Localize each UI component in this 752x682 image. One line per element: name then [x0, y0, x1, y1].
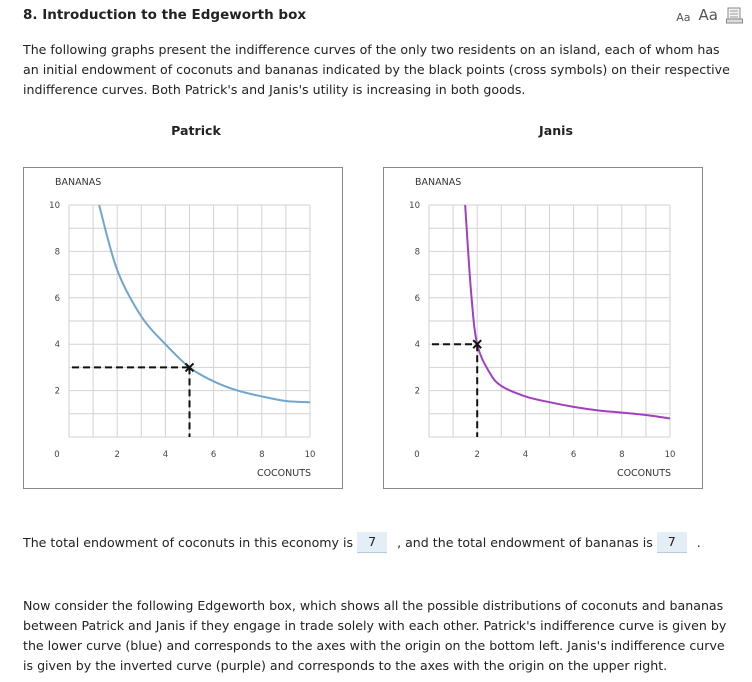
janis-y-tick-label: 6 — [414, 293, 420, 304]
total-bananas-answer-field[interactable]: 7 — [657, 532, 687, 553]
patrick-graph — [23, 167, 343, 489]
intro-paragraph: The following graphs present the indifference curves of the only two residents on an island, each of whom has an initial endowment of coconuts and bananas indicated by the black points (cross symbols) on their respective indifference curves. Both Patrick's and Janis's utility is increasing in both goods. — [23, 42, 730, 97]
patrick-indifference-curve — [99, 205, 310, 402]
increase-text-size-button[interactable]: Aa — [698, 6, 718, 24]
banana-question-text: , and the total endowment of bananas is — [397, 535, 653, 550]
patrick-x-tick-label: 4 — [162, 450, 169, 460]
patrick-x-tick-label: 8 — [259, 450, 265, 460]
janis-y-tick-label: 8 — [414, 247, 420, 258]
endowment-question — [23, 532, 743, 553]
coconut-question-text: The total endowment of coconuts in this economy is — [23, 535, 354, 550]
patrick-y-tick-label: 8 — [54, 247, 60, 258]
patrick-y-axis-label: BANANAS — [55, 177, 102, 188]
janis-graph-title: Janis — [539, 123, 573, 138]
patrick-y-tick-label: 4 — [54, 340, 60, 351]
janis-y-tick-label: 2 — [414, 386, 420, 397]
janis-x-axis-label: COCONUTS — [616, 468, 672, 479]
janis-x-tick-label: 10 — [664, 450, 676, 460]
text-size-tools — [676, 6, 743, 24]
janis-graph — [383, 167, 703, 489]
patrick-graph-title: Patrick — [171, 123, 221, 138]
janis-indifference-curve — [465, 205, 670, 418]
janis-x-tick-label: 6 — [570, 450, 577, 460]
question-title: 8. Introduction to the Edgeworth box — [23, 7, 307, 23]
edgeworth-description: Now consider the following Edgeworth box, which shows all the possible distributions of coconuts and bananas between Patrick and Janis if they engage in trade solely with each other. Patrick's indifference curve is given by the lower curve (blue) and corresponds to the axes with the origin on the bottom left. Janis's indifference curve is given by the inverted curve (purple) and corresponds to the axes with the origin on the upper right. — [23, 598, 727, 673]
question-end-period: . — [696, 535, 701, 550]
question-header — [23, 7, 743, 27]
patrick-y-tick-label: 6 — [54, 293, 60, 304]
patrick-x-tick-label: 6 — [210, 450, 217, 460]
patrick-x-tick-label: 2 — [114, 450, 120, 460]
patrick-x-tick-label: 0 — [54, 450, 60, 460]
print-document-icon[interactable] — [726, 7, 743, 24]
patrick-x-axis-label: COCONUTS — [256, 468, 312, 479]
total-coconuts-answer-field[interactable]: 7 — [357, 532, 387, 553]
patrick-y-tick-label: 2 — [54, 386, 60, 397]
patrick-x-tick-label: 10 — [304, 450, 316, 460]
janis-y-axis-label: BANANAS — [415, 177, 462, 188]
janis-y-tick-label: 10 — [409, 201, 420, 211]
janis-x-tick-label: 8 — [619, 450, 625, 460]
janis-indifference-chart — [384, 168, 702, 488]
patrick-indifference-chart — [24, 168, 342, 488]
decrease-text-size-button[interactable]: Aa — [676, 11, 691, 24]
janis-x-tick-label: 2 — [474, 450, 480, 460]
janis-x-tick-label: 0 — [414, 450, 420, 460]
janis-x-tick-label: 4 — [522, 450, 529, 460]
janis-y-tick-label: 4 — [414, 340, 420, 351]
patrick-y-tick-label: 10 — [49, 201, 60, 211]
